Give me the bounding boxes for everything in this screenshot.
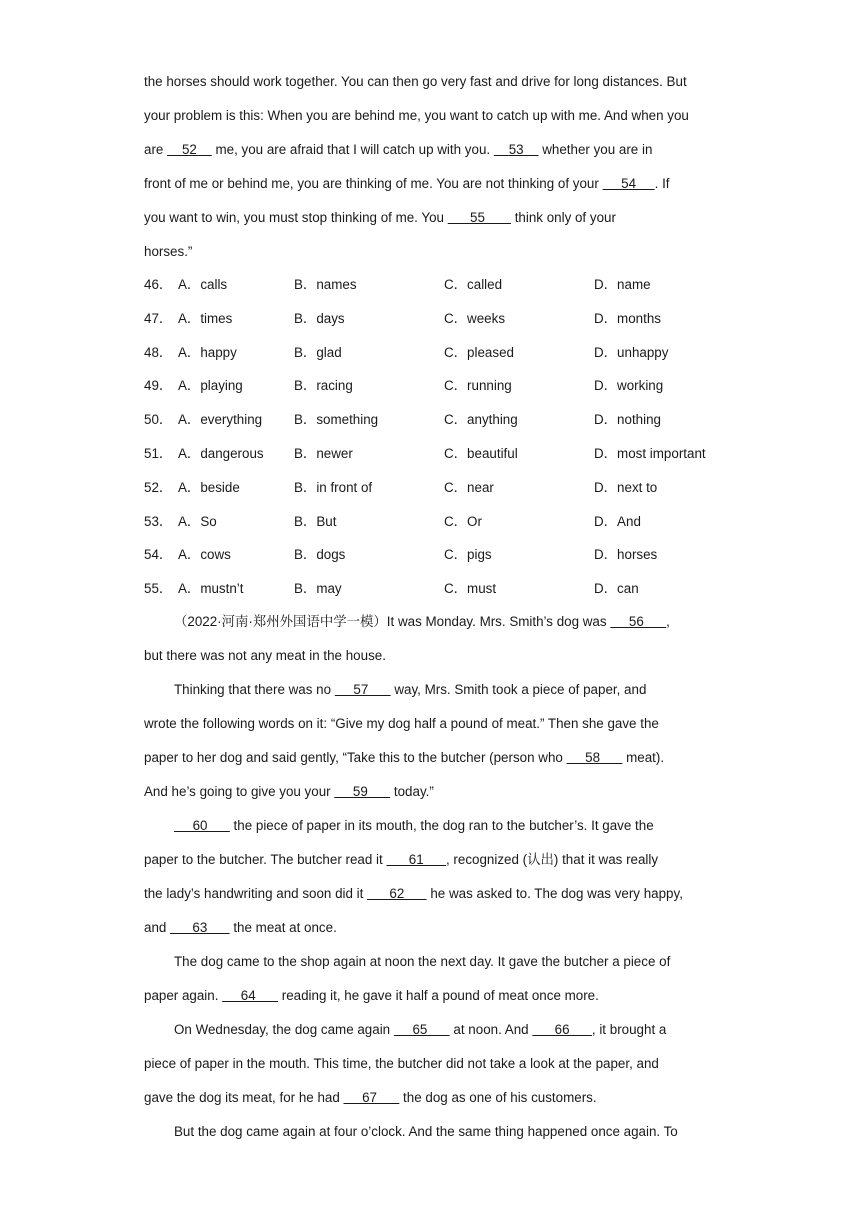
- option-c[interactable]: C．pleased: [444, 344, 514, 360]
- text-run: ,: [666, 614, 670, 629]
- answer-blank: 53: [493, 142, 539, 157]
- text-run: the piece of paper in its mouth, the dog ran to the butcher’s. It gave the: [229, 818, 654, 833]
- text-run: your problem is this: When you are behind me, you want to catch up with me. And when you: [144, 108, 689, 123]
- option-a[interactable]: A．times: [178, 310, 233, 326]
- text-run: , recognized (认出) that it was really: [445, 852, 659, 867]
- text-line: [144, 707, 720, 741]
- text-line: [144, 133, 720, 167]
- answer-blank: 59: [334, 784, 391, 799]
- text-line: [144, 843, 720, 877]
- option-d[interactable]: D．most important: [594, 445, 706, 461]
- text-line: [144, 911, 720, 945]
- text-run: Thinking that there was no: [174, 682, 335, 697]
- option-d[interactable]: D．months: [594, 310, 661, 326]
- option-b[interactable]: B．may: [294, 581, 342, 597]
- answer-blank: 56: [610, 614, 667, 629]
- option-d[interactable]: D．next to: [594, 479, 658, 495]
- question-row: [144, 538, 744, 572]
- question-row: [144, 302, 744, 336]
- answer-blank: 58: [566, 750, 623, 765]
- question-number: 47．: [144, 310, 173, 326]
- question-number: 50．: [144, 412, 173, 428]
- text-run: the horses should work together. You can then go very fast and drive for long distances. But: [144, 74, 687, 89]
- text-run: whether you are in: [538, 142, 653, 157]
- option-a[interactable]: A．cows: [178, 547, 231, 563]
- question-row: [144, 505, 744, 539]
- question-number: 49．: [144, 378, 173, 394]
- option-d[interactable]: D．working: [594, 378, 664, 394]
- text-run: And he’s going to give you your: [144, 784, 335, 799]
- answer-blank: 61: [386, 852, 446, 867]
- question-number: 51．: [144, 445, 173, 461]
- text-line: [144, 235, 720, 269]
- text-line: [144, 945, 720, 979]
- text-run: the dog as one of his customers.: [399, 1090, 597, 1105]
- answer-blank: 63: [170, 920, 230, 935]
- option-b[interactable]: B．glad: [294, 344, 342, 360]
- text-line: [144, 877, 720, 911]
- text-run: piece of paper in the mouth. This time, the butcher did not take a look at the paper, and: [144, 1056, 659, 1071]
- answer-options: [144, 268, 744, 606]
- option-a[interactable]: A．playing: [178, 378, 243, 394]
- option-d[interactable]: D．And: [594, 513, 641, 529]
- text-line: [144, 673, 720, 707]
- text-line: [144, 605, 720, 639]
- text-run: front of me or behind me, you are thinking of me. You are not thinking of your: [144, 176, 603, 191]
- question-row: [144, 268, 744, 302]
- answer-blank: 64: [222, 988, 279, 1003]
- question-row: [144, 572, 744, 606]
- question-row: [144, 437, 744, 471]
- text-run: me, you are afraid that I will catch up with you.: [211, 142, 494, 157]
- option-a[interactable]: A．dangerous: [178, 445, 264, 461]
- option-c[interactable]: C．anything: [444, 412, 518, 428]
- option-c[interactable]: C．Or: [444, 513, 482, 529]
- answer-blank: 66: [532, 1022, 592, 1037]
- text-run: horses.”: [144, 244, 193, 259]
- text-line: [144, 201, 720, 235]
- option-c[interactable]: C．near: [444, 479, 494, 495]
- question-number: 46．: [144, 277, 173, 292]
- question-row: [144, 336, 744, 370]
- text-run: the meat at once.: [229, 920, 337, 935]
- answer-blank: 60: [174, 818, 230, 833]
- text-run: are: [144, 142, 168, 157]
- option-d[interactable]: D．horses: [594, 547, 658, 563]
- option-b[interactable]: B．But: [294, 513, 337, 529]
- option-b[interactable]: B．newer: [294, 445, 353, 461]
- text-line: [144, 99, 720, 133]
- text-line: [144, 775, 720, 809]
- answer-blank: 57: [334, 682, 391, 697]
- question-number: 52．: [144, 479, 173, 495]
- answer-blank: 65: [393, 1022, 450, 1037]
- question-number: 54．: [144, 547, 173, 563]
- text-line: [144, 809, 720, 843]
- text-line: [144, 1047, 720, 1081]
- text-run: paper to her dog and said gently, “Take this to the butcher (person who: [144, 750, 567, 765]
- text-run: meat).: [622, 750, 665, 765]
- question-number: 48．: [144, 344, 173, 360]
- text-run: today.”: [390, 784, 434, 799]
- passage-continuation: [144, 65, 720, 269]
- option-b[interactable]: B．days: [294, 310, 345, 326]
- answer-blank: 55: [447, 210, 511, 225]
- text-run: But the dog came again at four o’clock. And the same thing happened once again. To: [174, 1124, 678, 1139]
- text-run: he was asked to. The dog was very happy,: [426, 886, 683, 901]
- text-run: but there was not any meat in the house.: [144, 648, 386, 663]
- text-line: [144, 167, 720, 201]
- text-run: the lady’s handwriting and soon did it: [144, 886, 368, 901]
- text-run: paper to the butcher. The butcher read it: [144, 852, 387, 867]
- text-run: you want to win, you must stop thinking of me. You: [144, 210, 448, 225]
- passage-dog-story: [144, 605, 720, 1149]
- text-line: [144, 1013, 720, 1047]
- option-c[interactable]: C．called: [444, 277, 503, 292]
- text-run: at noon. And: [449, 1022, 533, 1037]
- option-d[interactable]: D．can: [594, 581, 639, 597]
- option-a[interactable]: A．So: [178, 513, 217, 529]
- text-run: think only of your: [510, 210, 616, 225]
- option-d[interactable]: D．nothing: [594, 412, 661, 428]
- text-run: . If: [654, 176, 670, 191]
- option-b[interactable]: B．names: [294, 277, 357, 292]
- option-c[interactable]: C．running: [444, 378, 512, 394]
- option-b[interactable]: B．something: [294, 412, 379, 428]
- text-run: reading it, he gave it half a pound of meat once more.: [278, 988, 599, 1003]
- text-line: [144, 741, 720, 775]
- text-run: way, Mrs. Smith took a piece of paper, and: [390, 682, 647, 697]
- answer-blank: 54: [602, 176, 655, 191]
- answer-blank: 52: [167, 142, 212, 157]
- text-run: （2022·河南·郑州外国语中学一模）It was Monday. Mrs. Smith’s dog was: [174, 614, 611, 629]
- text-run: and: [144, 920, 171, 935]
- option-b[interactable]: B．dogs: [294, 547, 346, 563]
- text-run: gave the dog its meat, for he had: [144, 1090, 344, 1105]
- option-b[interactable]: B．in front of: [294, 479, 373, 495]
- option-a[interactable]: A．calls: [178, 277, 228, 292]
- answer-blank: 67: [343, 1090, 400, 1105]
- question-number: 55．: [144, 581, 173, 597]
- text-line: [144, 1081, 720, 1115]
- option-a[interactable]: A．everything: [178, 412, 263, 428]
- text-run: On Wednesday, the dog came again: [174, 1022, 394, 1037]
- text-run: , it brought a: [591, 1022, 667, 1037]
- text-line: [144, 639, 720, 673]
- option-a[interactable]: A．beside: [178, 479, 240, 495]
- text-line: [144, 979, 720, 1013]
- option-c[interactable]: C．pigs: [444, 547, 492, 563]
- text-line: [144, 1115, 720, 1149]
- question-number: 53．: [144, 513, 173, 529]
- text-run: The dog came to the shop again at noon the next day. It gave the butcher a piece of: [174, 954, 671, 969]
- question-row: [144, 369, 744, 403]
- option-c[interactable]: C．beautiful: [444, 445, 518, 461]
- option-a[interactable]: A．happy: [178, 344, 237, 360]
- text-run: wrote the following words on it: “Give my dog half a pound of meat.” Then she gave the: [144, 716, 659, 731]
- answer-blank: 62: [367, 886, 427, 901]
- option-d[interactable]: D．unhappy: [594, 344, 669, 360]
- option-d[interactable]: D．name: [594, 277, 651, 292]
- text-run: paper again.: [144, 988, 223, 1003]
- option-a[interactable]: A．mustn’t: [178, 581, 244, 597]
- text-line: [144, 65, 720, 99]
- option-b[interactable]: B．racing: [294, 378, 353, 394]
- option-c[interactable]: C．weeks: [444, 310, 506, 326]
- option-c[interactable]: C．must: [444, 581, 497, 597]
- question-row: [144, 471, 744, 505]
- question-row: [144, 403, 744, 437]
